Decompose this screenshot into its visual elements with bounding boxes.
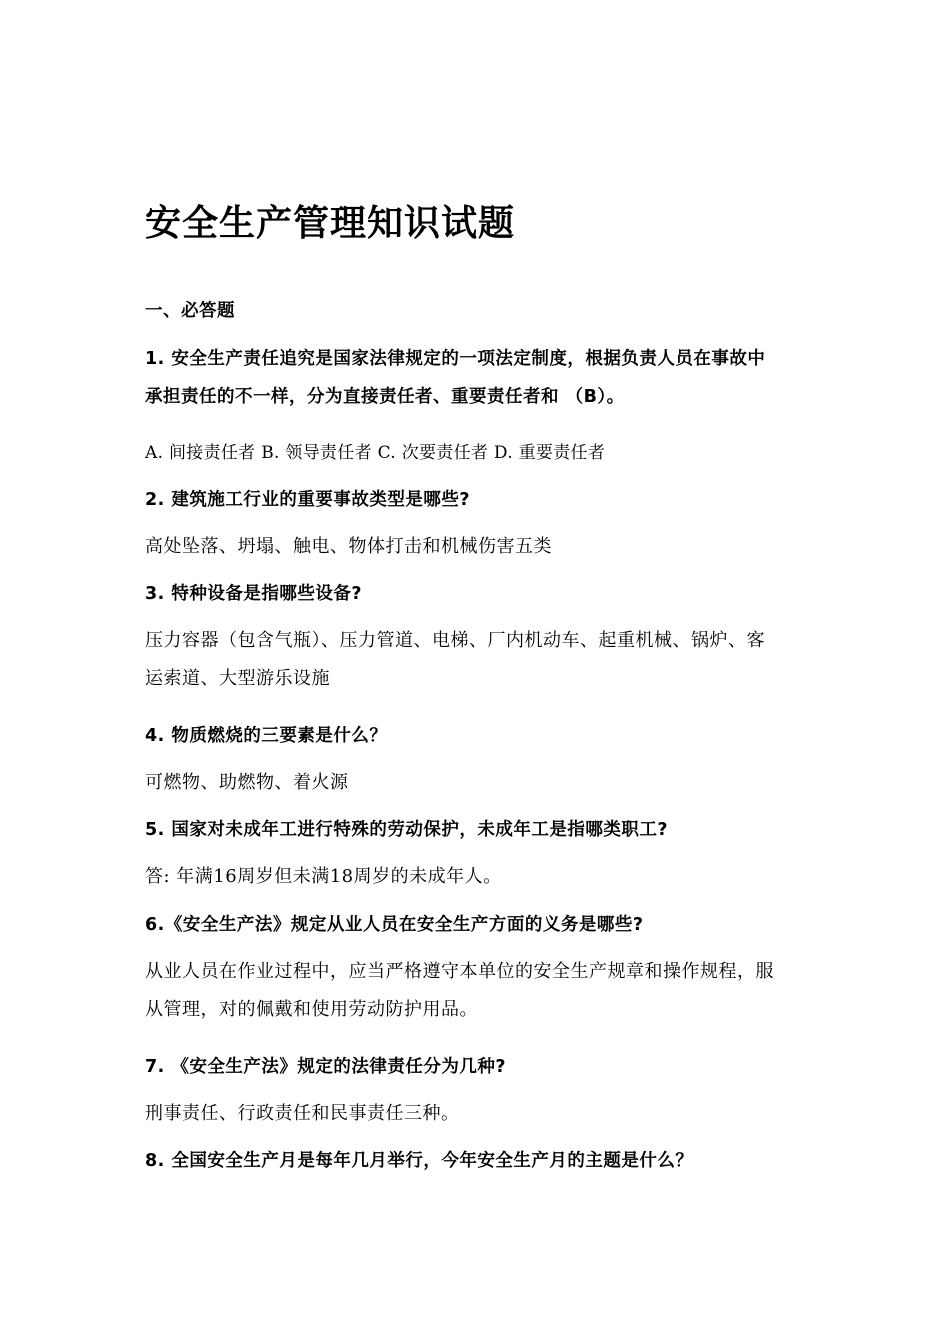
question-3: 3. 特种设备是指哪些设备?: [145, 584, 363, 604]
question-8: 8. 全国安全生产月是每年几月举行，今年安全生产月的主题是什么？: [145, 1151, 694, 1171]
answer-3-line-2: 运索道、大型游乐设施: [145, 668, 330, 689]
question-2: 2. 建筑施工行业的重要事故类型是哪些?: [145, 490, 471, 510]
answer-2-line-1: 高处坠落、坍塌、触电、物体打击和机械伤害五类: [145, 536, 552, 557]
question-6: 6.《安全生产法》规定从业人员在安全生产方面的义务是哪些?: [145, 915, 644, 935]
section-heading: 一、必答题: [145, 301, 235, 321]
question-5: 5. 国家对未成年工进行特殊的劳动保护，未成年工是指哪类职工?: [145, 820, 669, 840]
answer-4-line-1: 可燃物、助燃物、着火源: [145, 772, 349, 793]
question-1-options: A. 间接责任者 B. 领导责任者 C. 次要责任者 D. 重要责任者: [145, 443, 606, 463]
answer-6-line-1: 从业人员在作业过程中，应当严格遵守本单位的安全生产规章和操作规程，服: [145, 961, 774, 982]
answer-3-line-1: 压力容器（包含气瓶）、压力管道、电梯、厂内机动车、起重机械、锅炉、客: [145, 630, 765, 651]
question-1-line-1: 1. 安全生产责任追究是国家法律规定的一项法定制度，根据负责人员在事故中: [145, 349, 766, 369]
page-title: 安全生产管理知识试题: [145, 203, 516, 244]
answer-6-line-2: 从管理，对的佩戴和使用劳动防护用品。: [145, 999, 478, 1020]
answer-7-line-1: 刑事责任、行政责任和民事责任三种。: [145, 1103, 460, 1124]
question-7: 7. 《安全生产法》规定的法律责任分为几种?: [145, 1057, 507, 1077]
question-4: 4. 物质燃烧的三要素是什么？: [145, 726, 388, 746]
question-1-line-2: 承担责任的不一样，分为直接责任者、重要责任者和 （B）。: [145, 387, 625, 407]
answer-5-line-1: 答: 年满16周岁但未满18周岁的未成年人。: [145, 866, 502, 887]
